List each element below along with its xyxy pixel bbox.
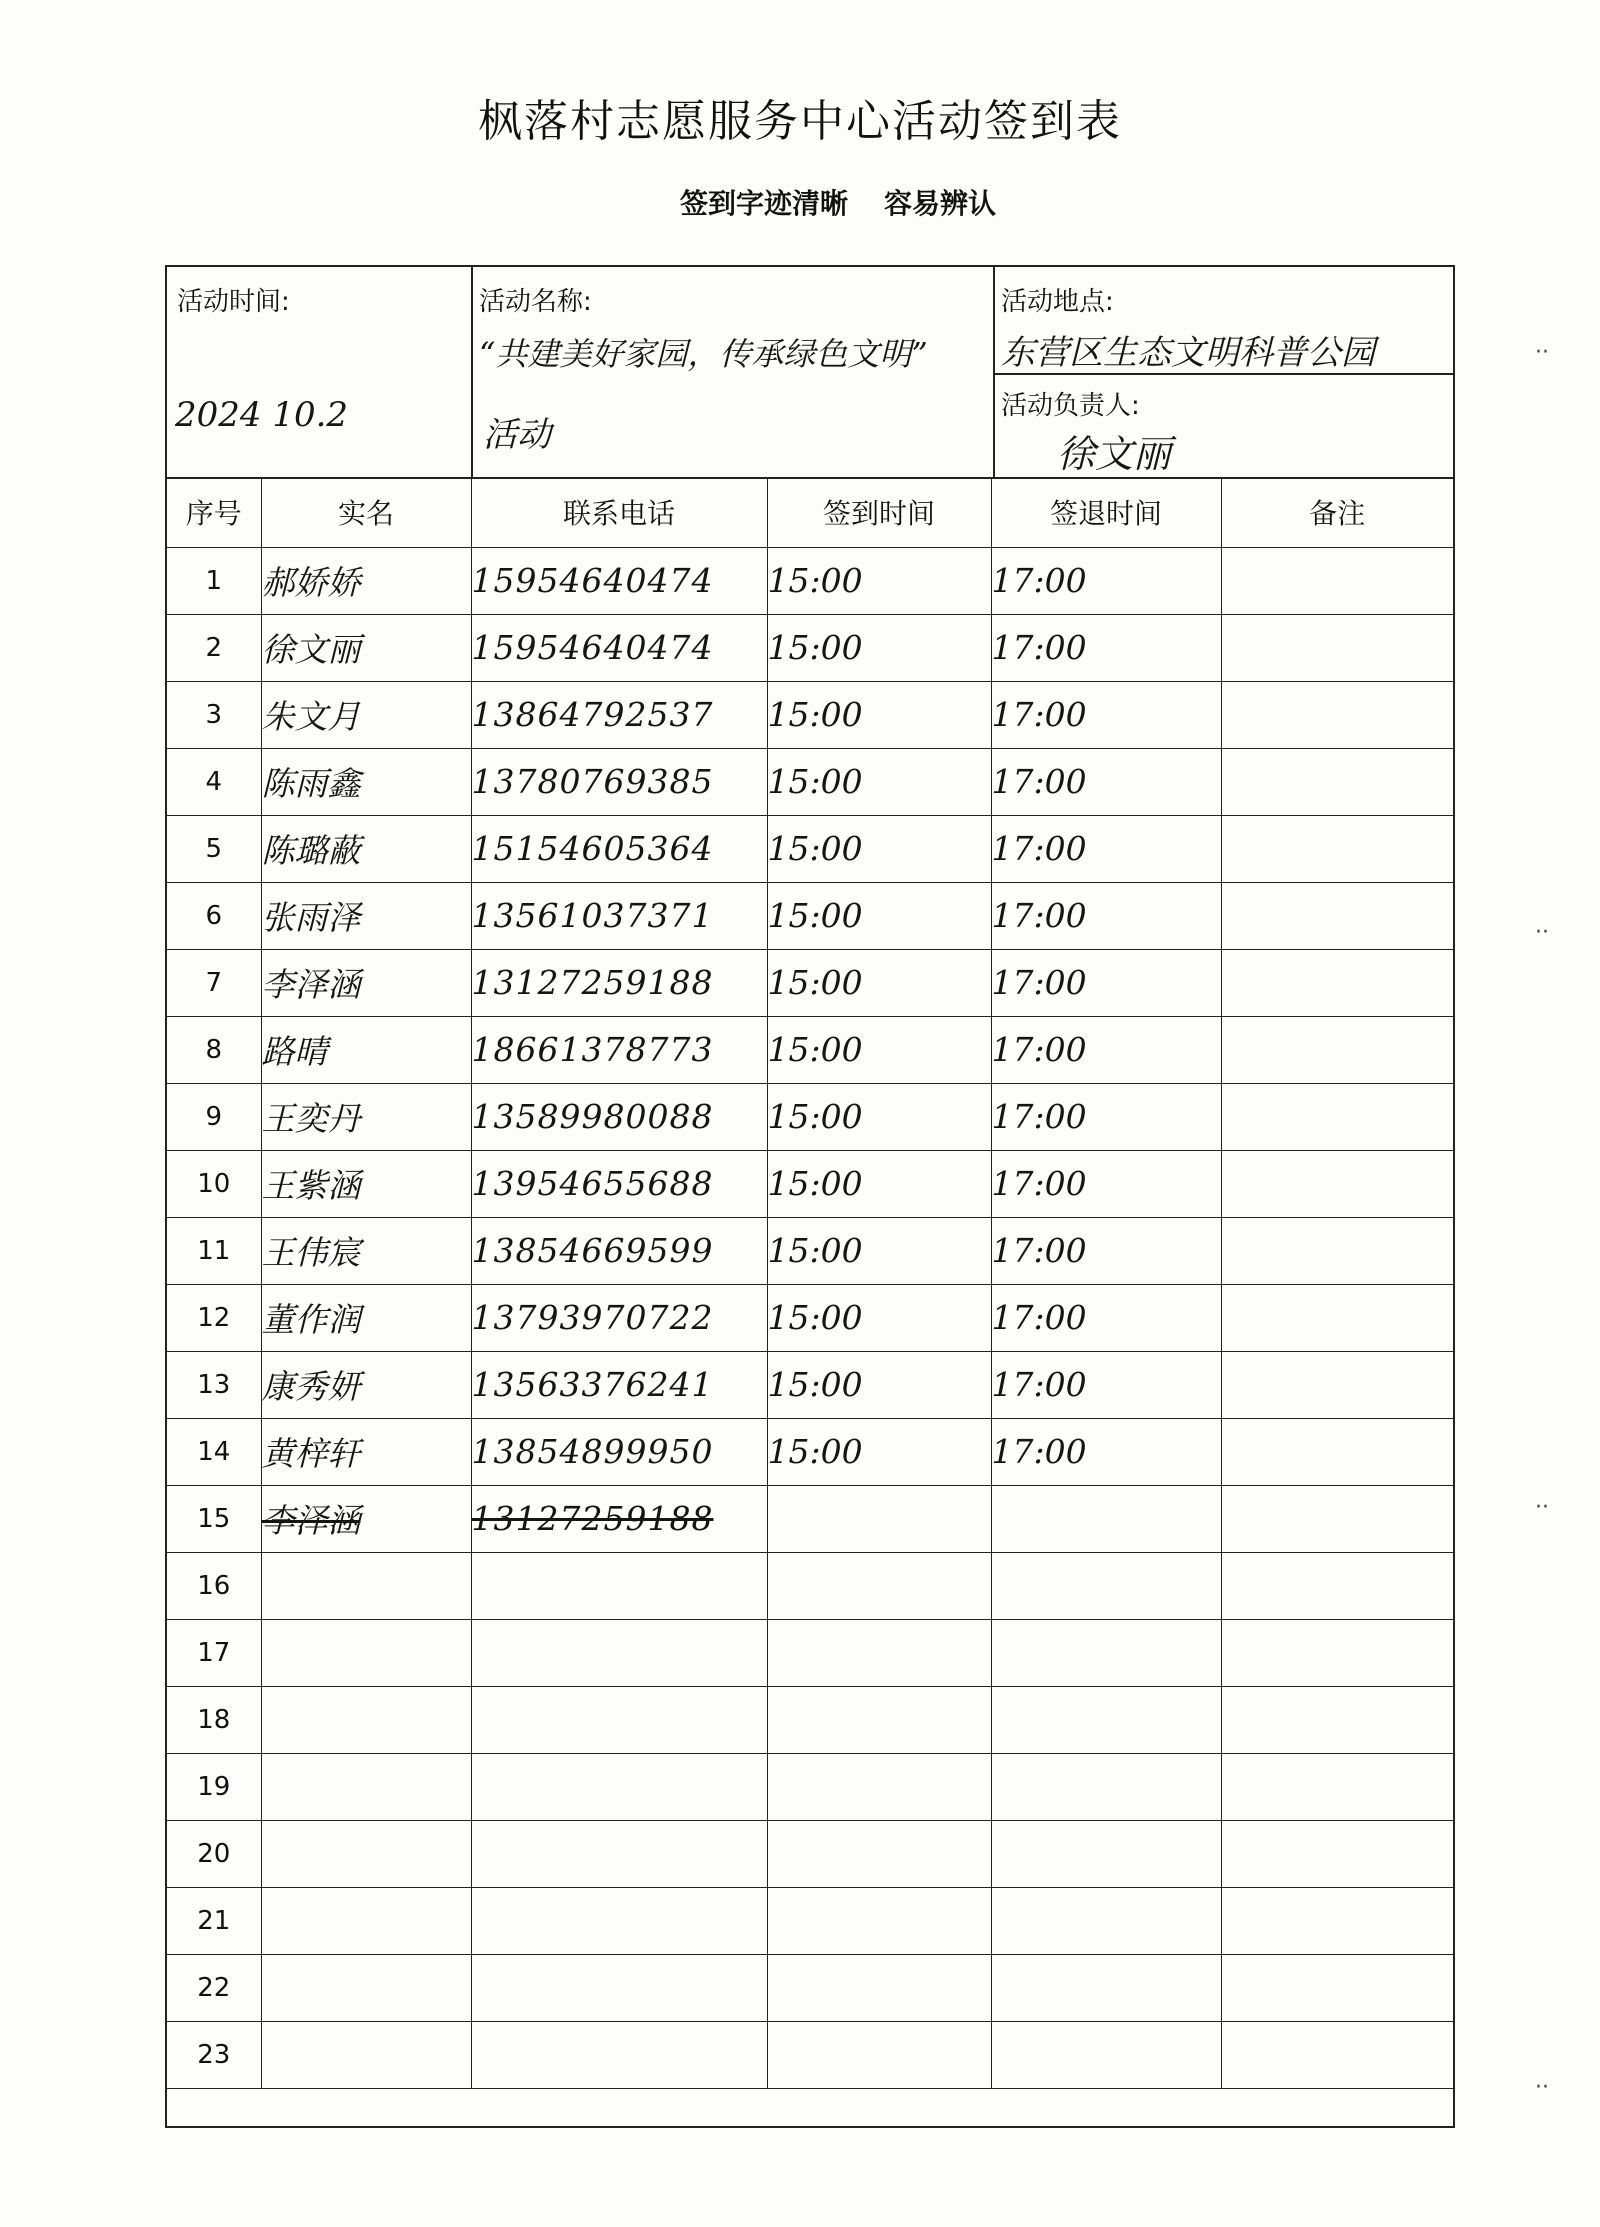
row-name-text: 李泽涵	[261, 965, 361, 1004]
row-sign-in-time	[767, 1753, 991, 1820]
row-number-text: 13	[197, 1369, 231, 1400]
sign-in-table	[167, 477, 1453, 2089]
row-phone-text: 13954655688	[471, 1164, 714, 1203]
row-sign-in-time-text: 15:00	[767, 1231, 863, 1270]
row-sign-in-time	[767, 1217, 991, 1284]
row-name	[261, 882, 471, 949]
row-note	[1221, 1016, 1453, 1083]
row-name-text: 郝娇娇	[261, 563, 361, 602]
table-row	[167, 1887, 1453, 1954]
row-name	[261, 1150, 471, 1217]
row-sign-in-time-text: 15:00	[767, 561, 863, 600]
sign-in-sheet	[165, 265, 1455, 2128]
row-sign-out-time	[991, 1820, 1221, 1887]
scan-speck: ··	[1535, 340, 1549, 365]
activity-name-value-line2: 活动	[483, 415, 551, 455]
row-phone	[471, 1016, 767, 1083]
table-row	[167, 1686, 1453, 1753]
row-number	[167, 1887, 261, 1954]
row-note	[1221, 681, 1453, 748]
row-number-text: 3	[205, 699, 223, 730]
row-note	[1221, 1150, 1453, 1217]
row-note	[1221, 1217, 1453, 1284]
row-phone-text: 15954640474	[471, 561, 714, 600]
row-sign-out-time	[991, 748, 1221, 815]
row-number-text: 9	[205, 1101, 223, 1132]
row-sign-out-time	[991, 1083, 1221, 1150]
row-sign-out-time-text: 17:00	[991, 963, 1087, 1002]
row-number	[167, 2021, 261, 2088]
table-row	[167, 1016, 1453, 1083]
row-name	[261, 1016, 471, 1083]
row-sign-in-time	[767, 1485, 991, 1552]
row-sign-in-time	[767, 882, 991, 949]
row-sign-in-time	[767, 1619, 991, 1686]
row-name	[261, 1753, 471, 1820]
row-sign-in-time-text: 15:00	[767, 963, 863, 1002]
row-name-text: 董作润	[261, 1300, 361, 1339]
row-phone-text: 15954640474	[471, 628, 714, 667]
table-row	[167, 1619, 1453, 1686]
info-divider	[993, 267, 995, 477]
row-number	[167, 1686, 261, 1753]
row-number	[167, 547, 261, 614]
row-sign-in-time-text: 15:00	[767, 628, 863, 667]
row-sign-out-time-text: 17:00	[991, 1030, 1087, 1069]
row-number	[167, 1351, 261, 1418]
row-sign-in-time	[767, 1284, 991, 1351]
row-number	[167, 1753, 261, 1820]
table-row	[167, 547, 1453, 614]
row-phone	[471, 1351, 767, 1418]
row-sign-out-time-text: 17:00	[991, 762, 1087, 801]
row-sign-out-time-text: 17:00	[991, 896, 1087, 935]
row-note	[1221, 1686, 1453, 1753]
row-number-text: 5	[205, 833, 223, 864]
row-phone	[471, 1284, 767, 1351]
row-phone	[471, 2021, 767, 2088]
col-header-name: 实名	[261, 477, 471, 547]
row-sign-in-time	[767, 1351, 991, 1418]
row-number	[167, 614, 261, 681]
row-sign-in-time	[767, 1016, 991, 1083]
activity-name-value: “共建美好家园，传承绿色文明”	[479, 335, 928, 373]
row-name	[261, 815, 471, 882]
col-header-note: 备注	[1221, 477, 1453, 547]
table-row	[167, 815, 1453, 882]
row-sign-out-time	[991, 882, 1221, 949]
row-phone-text: 13854669599	[471, 1231, 714, 1270]
row-note	[1221, 1753, 1453, 1820]
scan-speck: ··	[1535, 920, 1549, 945]
row-note	[1221, 949, 1453, 1016]
row-phone	[471, 1887, 767, 1954]
row-number	[167, 1284, 261, 1351]
row-sign-out-time	[991, 681, 1221, 748]
row-name	[261, 949, 471, 1016]
row-sign-out-time-text: 17:00	[991, 1164, 1087, 1203]
row-sign-in-time	[767, 748, 991, 815]
row-sign-in-time	[767, 1887, 991, 1954]
row-note	[1221, 1619, 1453, 1686]
row-name	[261, 1351, 471, 1418]
row-name	[261, 2021, 471, 2088]
activity-info-block	[167, 267, 1453, 479]
row-sign-out-time	[991, 1418, 1221, 1485]
row-note	[1221, 1485, 1453, 1552]
document-subtitle	[680, 182, 996, 222]
table-row	[167, 1351, 1453, 1418]
activity-time-value: 2024 10.2	[175, 395, 349, 435]
row-name	[261, 1083, 471, 1150]
row-name-text: 徐文丽	[261, 630, 361, 669]
table-row	[167, 1083, 1453, 1150]
row-phone	[471, 815, 767, 882]
row-number	[167, 1418, 261, 1485]
row-sign-out-time-text: 17:00	[991, 1365, 1087, 1404]
row-name-text: 陈雨鑫	[261, 764, 361, 803]
row-name	[261, 1552, 471, 1619]
row-note	[1221, 815, 1453, 882]
row-name-text: 黄梓轩	[261, 1434, 361, 1473]
row-phone-text: 15154605364	[471, 829, 714, 868]
row-name	[261, 748, 471, 815]
row-sign-out-time	[991, 1686, 1221, 1753]
row-phone	[471, 748, 767, 815]
row-note	[1221, 748, 1453, 815]
activity-leader-value: 徐文丽	[1057, 432, 1172, 476]
row-sign-out-time	[991, 1150, 1221, 1217]
col-header-no: 序号	[167, 477, 261, 547]
row-phone	[471, 547, 767, 614]
table-row	[167, 1954, 1453, 2021]
table-row	[167, 882, 1453, 949]
row-name-text: 王紫涵	[261, 1166, 361, 1205]
row-number	[167, 1820, 261, 1887]
row-sign-in-time-text: 15:00	[767, 896, 863, 935]
row-sign-in-time	[767, 815, 991, 882]
row-name	[261, 1887, 471, 1954]
table-row	[167, 614, 1453, 681]
row-name-text: 朱文月	[261, 697, 361, 736]
row-number	[167, 949, 261, 1016]
table-row	[167, 949, 1453, 1016]
row-number-text: 23	[197, 2039, 231, 2070]
row-phone	[471, 1619, 767, 1686]
row-name	[261, 1820, 471, 1887]
row-sign-out-time-text: 17:00	[991, 1231, 1087, 1270]
row-sign-out-time-text: 17:00	[991, 1432, 1087, 1471]
row-number-text: 16	[197, 1570, 231, 1601]
row-number-text: 7	[205, 967, 223, 998]
row-phone	[471, 1820, 767, 1887]
row-number-text: 15	[197, 1503, 231, 1534]
row-number-text: 2	[205, 632, 223, 663]
row-sign-out-time-text: 17:00	[991, 1298, 1087, 1337]
row-phone	[471, 949, 767, 1016]
row-phone-text: 13589980088	[471, 1097, 714, 1136]
row-sign-out-time	[991, 949, 1221, 1016]
row-note	[1221, 2021, 1453, 2088]
row-note	[1221, 1552, 1453, 1619]
row-sign-out-time-text: 17:00	[991, 628, 1087, 667]
row-sign-in-time-text: 15:00	[767, 1164, 863, 1203]
row-number	[167, 1954, 261, 2021]
row-sign-out-time	[991, 1217, 1221, 1284]
row-phone	[471, 1753, 767, 1820]
row-name	[261, 1954, 471, 2021]
row-phone	[471, 1418, 767, 1485]
row-note	[1221, 1284, 1453, 1351]
col-header-sign-in: 签到时间	[767, 477, 991, 547]
row-sign-out-time-text: 17:00	[991, 695, 1087, 734]
row-note	[1221, 614, 1453, 681]
activity-location-value: 东营区生态文明科普公园	[1001, 333, 1375, 373]
row-sign-in-time	[767, 949, 991, 1016]
row-name	[261, 614, 471, 681]
row-name-text: 李泽涵	[261, 1501, 361, 1540]
row-sign-in-time-text: 15:00	[767, 762, 863, 801]
row-phone	[471, 1217, 767, 1284]
row-name	[261, 547, 471, 614]
row-name	[261, 681, 471, 748]
row-phone	[471, 1083, 767, 1150]
row-number-text: 14	[197, 1436, 231, 1467]
info-divider	[471, 267, 473, 477]
subtitle-easy-recognize: 容易辨认	[884, 187, 997, 220]
row-sign-in-time-text: 15:00	[767, 829, 863, 868]
row-sign-in-time	[767, 1150, 991, 1217]
row-sign-out-time	[991, 1552, 1221, 1619]
row-sign-out-time	[991, 1016, 1221, 1083]
row-name	[261, 1619, 471, 1686]
activity-name-label: 活动名称:	[479, 287, 592, 317]
row-sign-out-time	[991, 1954, 1221, 2021]
row-phone-text: 13127259188	[471, 1499, 714, 1538]
row-phone	[471, 1954, 767, 2021]
scan-speck: ··	[1535, 1495, 1549, 1520]
row-phone-text: 13563376241	[471, 1365, 714, 1404]
row-sign-out-time-text: 17:00	[991, 829, 1087, 868]
table-row	[167, 1217, 1453, 1284]
row-note	[1221, 1954, 1453, 2021]
row-phone	[471, 1485, 767, 1552]
table-row	[167, 1284, 1453, 1351]
table-header-row	[167, 477, 1453, 547]
row-number-text: 17	[197, 1637, 231, 1668]
row-number-text: 12	[197, 1302, 231, 1333]
row-sign-in-time-text: 15:00	[767, 1432, 863, 1471]
row-name	[261, 1217, 471, 1284]
table-row	[167, 1485, 1453, 1552]
row-number	[167, 1619, 261, 1686]
row-sign-out-time	[991, 1351, 1221, 1418]
row-phone	[471, 1686, 767, 1753]
row-name-text: 王奕丹	[261, 1099, 361, 1138]
activity-location-label: 活动地点:	[1001, 287, 1114, 317]
col-header-sign-out: 签退时间	[991, 477, 1221, 547]
row-phone-text: 13780769385	[471, 762, 714, 801]
row-name	[261, 1485, 471, 1552]
row-sign-in-time	[767, 1686, 991, 1753]
row-number	[167, 748, 261, 815]
row-number	[167, 1083, 261, 1150]
row-number	[167, 681, 261, 748]
row-sign-in-time	[767, 1954, 991, 2021]
row-number	[167, 882, 261, 949]
row-sign-in-time	[767, 1418, 991, 1485]
row-sign-in-time	[767, 1820, 991, 1887]
table-row	[167, 1820, 1453, 1887]
row-sign-out-time-text: 17:00	[991, 1097, 1087, 1136]
row-phone	[471, 614, 767, 681]
row-phone	[471, 882, 767, 949]
table-row	[167, 1418, 1453, 1485]
row-number	[167, 1016, 261, 1083]
row-note	[1221, 1887, 1453, 1954]
row-note	[1221, 1351, 1453, 1418]
row-number	[167, 815, 261, 882]
table-row	[167, 748, 1453, 815]
row-number-text: 20	[197, 1838, 231, 1869]
row-note	[1221, 1418, 1453, 1485]
row-number	[167, 1485, 261, 1552]
row-sign-in-time	[767, 1552, 991, 1619]
scan-speck: ··	[1535, 2075, 1549, 2100]
row-name	[261, 1686, 471, 1753]
row-sign-out-time	[991, 1485, 1221, 1552]
row-number	[167, 1217, 261, 1284]
row-note	[1221, 547, 1453, 614]
row-sign-in-time	[767, 1083, 991, 1150]
row-note	[1221, 1820, 1453, 1887]
row-phone	[471, 681, 767, 748]
table-row	[167, 1753, 1453, 1820]
row-sign-out-time	[991, 614, 1221, 681]
row-phone	[471, 1552, 767, 1619]
document-title: 枫落村志愿服务中心活动签到表	[478, 96, 1122, 147]
table-row	[167, 681, 1453, 748]
activity-leader-label: 活动负责人:	[1001, 391, 1140, 421]
row-phone-text: 13127259188	[471, 963, 714, 1002]
row-phone-text: 13793970722	[471, 1298, 714, 1337]
row-phone-text: 13864792537	[471, 695, 714, 734]
row-name-text: 王伟宸	[261, 1233, 361, 1272]
row-number	[167, 1150, 261, 1217]
row-note	[1221, 882, 1453, 949]
table-row	[167, 1552, 1453, 1619]
row-sign-in-time	[767, 547, 991, 614]
row-name	[261, 1284, 471, 1351]
subtitle-clear-writing: 签到字迹清晰	[680, 187, 849, 220]
row-number-text: 22	[197, 1972, 231, 2003]
row-sign-out-time-text: 17:00	[991, 561, 1087, 600]
row-number-text: 1	[205, 565, 223, 596]
row-number-text: 11	[197, 1235, 231, 1266]
row-sign-out-time	[991, 2021, 1221, 2088]
row-name-text: 路晴	[261, 1032, 328, 1071]
row-phone-text: 18661378773	[471, 1030, 714, 1069]
row-number-text: 4	[205, 766, 223, 797]
row-sign-out-time	[991, 1753, 1221, 1820]
row-phone	[471, 1150, 767, 1217]
row-sign-in-time	[767, 2021, 991, 2088]
row-sign-out-time	[991, 815, 1221, 882]
row-sign-out-time	[991, 547, 1221, 614]
row-number-text: 10	[197, 1168, 231, 1199]
table-row	[167, 2021, 1453, 2088]
row-sign-in-time-text: 15:00	[767, 1365, 863, 1404]
table-row	[167, 1150, 1453, 1217]
row-sign-in-time-text: 15:00	[767, 1298, 863, 1337]
row-sign-in-time	[767, 614, 991, 681]
row-name-text: 康秀妍	[261, 1367, 361, 1406]
row-number-text: 18	[197, 1704, 231, 1735]
row-number	[167, 1552, 261, 1619]
row-phone-text: 13854899950	[471, 1432, 714, 1471]
row-number-text: 21	[197, 1905, 231, 1936]
row-sign-in-time-text: 15:00	[767, 1030, 863, 1069]
row-name-text: 张雨泽	[261, 898, 361, 937]
row-number-text: 6	[205, 900, 223, 931]
row-sign-out-time	[991, 1284, 1221, 1351]
row-name-text: 陈璐蔽	[261, 831, 361, 870]
row-sign-in-time-text: 15:00	[767, 1097, 863, 1136]
row-number-text: 19	[197, 1771, 231, 1802]
row-sign-out-time	[991, 1619, 1221, 1686]
row-phone-text: 13561037371	[471, 896, 714, 935]
col-header-phone: 联系电话	[471, 477, 767, 547]
activity-time-label: 活动时间:	[177, 287, 290, 317]
row-name	[261, 1418, 471, 1485]
row-sign-in-time-text: 15:00	[767, 695, 863, 734]
row-sign-out-time	[991, 1887, 1221, 1954]
row-sign-in-time	[767, 681, 991, 748]
row-note	[1221, 1083, 1453, 1150]
row-number-text: 8	[205, 1034, 223, 1065]
